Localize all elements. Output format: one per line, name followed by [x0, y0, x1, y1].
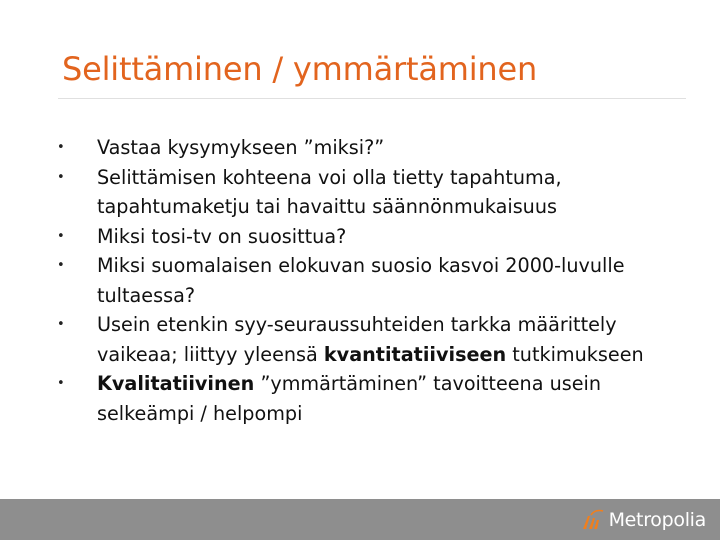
bullet-item [56, 369, 676, 428]
bullet-dot-icon: • [57, 376, 65, 391]
bullet-text-bold: Kvalitatiivinen [97, 372, 255, 395]
bullet-list [56, 133, 676, 428]
bullet-text: Miksi suomalaisen elokuvan suosio kasvoi 2000-luvulle tultaessa? [97, 254, 625, 307]
bullet-item [56, 251, 676, 310]
bullet-text: Selittämisen kohteena voi olla tietty tapahtuma, tapahtumaketju tai havaittu säännönmukaisuus [97, 165, 562, 218]
slide-title: Selittäminen / ymmärtäminen [62, 50, 538, 88]
bullet-dot-icon: • [57, 317, 65, 332]
bullet-item [56, 163, 676, 222]
bullet-text: Usein etenkin syy-seuraussuhteiden tarkka määrittely vaikeaa; liittyy yleensä [97, 313, 617, 366]
bullet-text: tutkimukseen [506, 342, 644, 366]
bullet-item [56, 310, 676, 369]
logo-text: Metropolia [608, 509, 706, 531]
bullet-item [56, 133, 676, 163]
bullet-text: Vastaa kysymykseen ”miksi?” [97, 136, 385, 159]
bullet-text-bold: kvantitatiiviseen [323, 342, 507, 366]
bullet-text: ”ymmärtäminen” tavoitteena usein selkeämpi / helpompi [97, 372, 602, 425]
bullet-item [56, 222, 676, 252]
bullet-dot-icon: • [57, 258, 65, 273]
bullet-dot-icon: • [57, 228, 65, 244]
metropolia-logo-icon [581, 507, 607, 533]
bullet-text: Miksi tosi-tv on suosittua? [97, 224, 347, 248]
metropolia-logo [581, 507, 706, 533]
footer-bar [0, 499, 720, 540]
bullet-dot-icon: • [57, 169, 65, 185]
bullet-dot-icon: • [57, 140, 65, 155]
title-divider [58, 98, 686, 99]
